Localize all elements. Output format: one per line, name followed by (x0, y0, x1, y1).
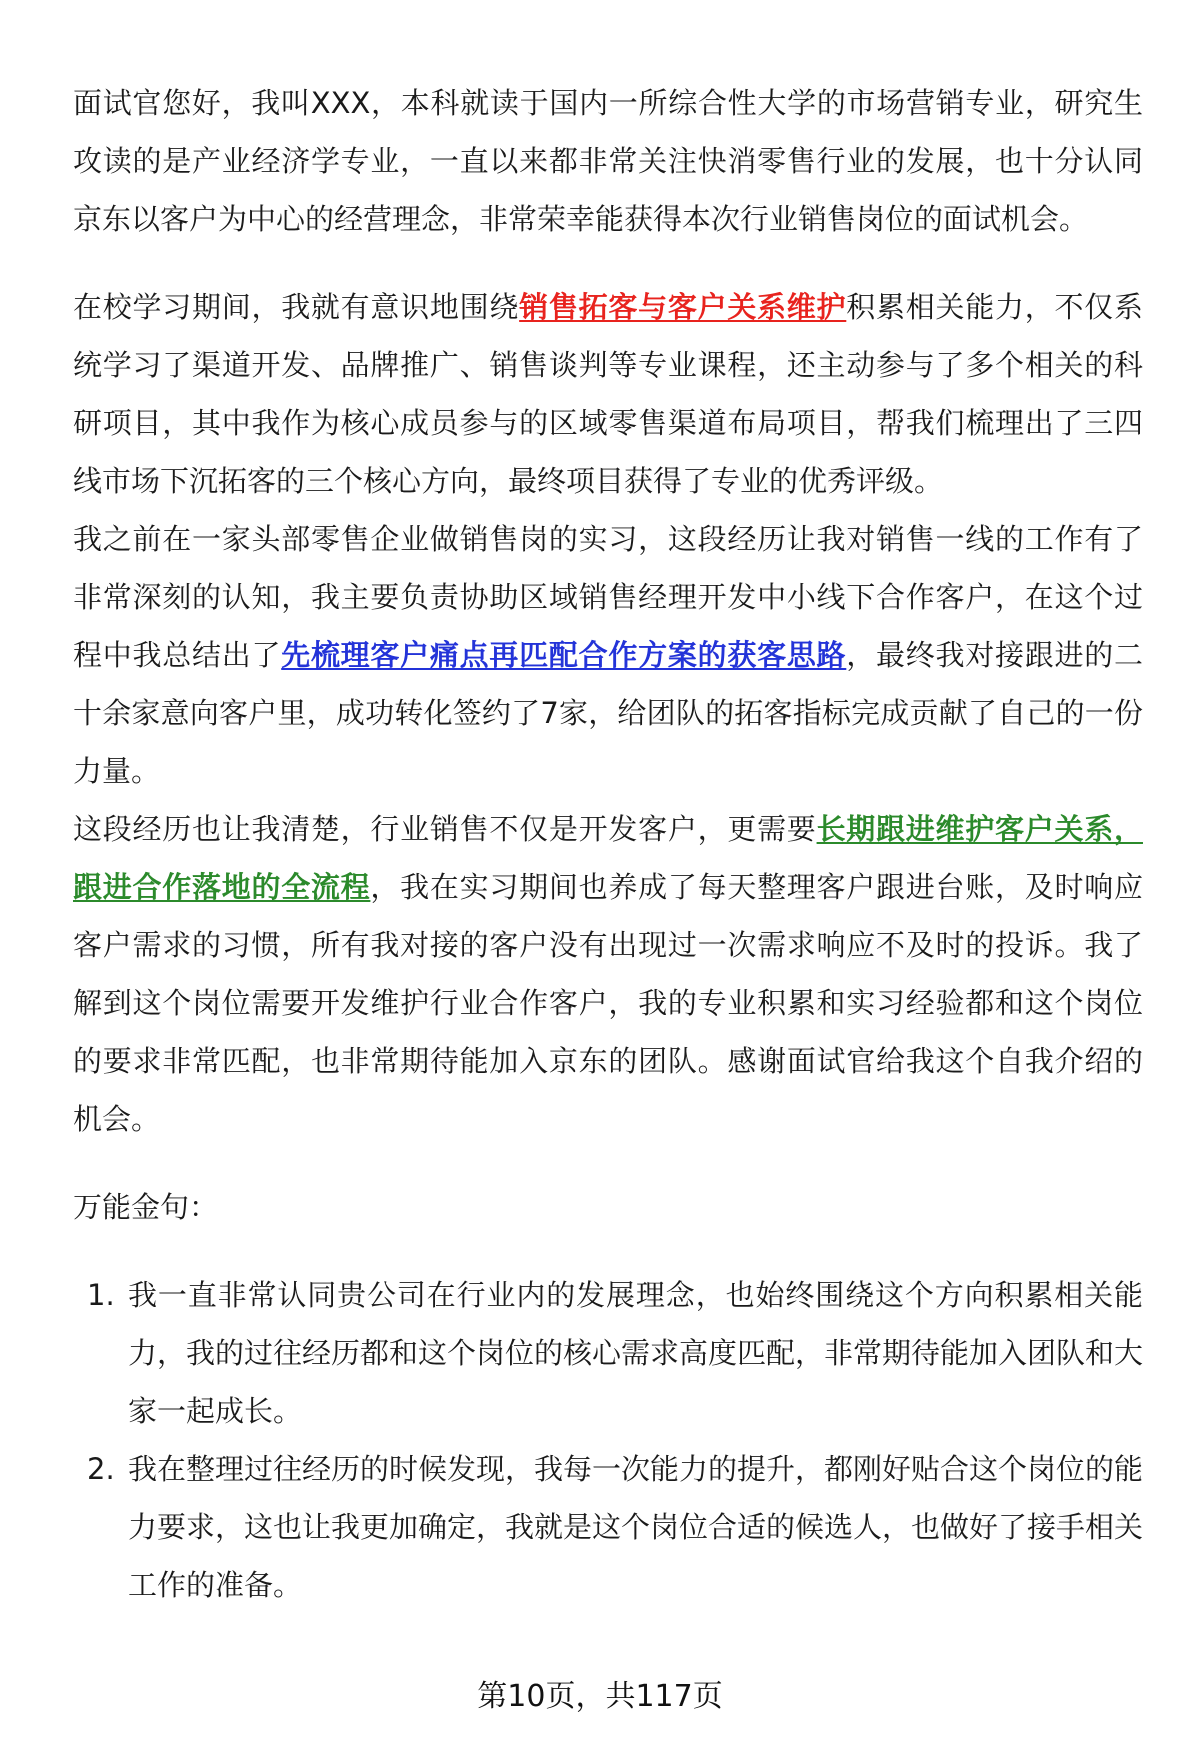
list-item (73, 1440, 1143, 1614)
list-item-text: 我在整理过往经历的时候发现，我每一次能力的提升，都刚好贴合这个岗位的能力要求，这也让我更加确定，我就是这个岗位合适的候选人，也做好了接手相关工作的准备。 (128, 1452, 1144, 1602)
list-item-text: 我一直非常认同贵公司在行业内的发展理念，也始终围绕这个方向积累相关能力，我的过往经历都和这个岗位的核心需求高度匹配，非常期待能加入团队和大家一起成长。 (128, 1278, 1144, 1428)
highlight-relationship-maintenance: 长期跟进维护客户关系，跟进合作落地的全流程 (73, 812, 1143, 904)
internship-text-after: ，最终我对接跟进的二十余家意向客户里，成功转化签约了7家，给团队的拓客指标完成贡献了自己的一份力量。 (73, 638, 1143, 788)
internship-paragraph (73, 510, 1143, 800)
paragraph-gap (73, 1148, 1143, 1178)
closing-paragraph (73, 800, 1143, 1148)
golden-sentences-label: 万能金句： (73, 1190, 219, 1224)
study-paragraph (73, 278, 1143, 510)
closing-text-before: 这段经历也让我清楚，行业销售不仅是开发客户，更需要 (73, 812, 817, 846)
highlight-acquisition-approach: 先梳理客户痛点再匹配合作方案的获客思路 (281, 638, 847, 672)
document-body (73, 74, 1143, 1614)
internship-text-before: 我之前在一家头部零售企业做销售岗的实习，这段经历让我对销售一线的工作有了非常深刻的认知，我主要负责协助区域销售经理开发中小线下合作客户，在这个过程中我总结出了 (73, 522, 1143, 672)
page-number-footer: 第10页，共117页 (477, 1679, 723, 1714)
closing-text-after: ，我在实习期间也养成了每天整理客户跟进台账，及时响应客户需求的习惯，所有我对接的客户没有出现过一次需求响应不及时的投诉。我了解到这个岗位需要开发维护行业合作客户，我的专业积累和实习经验都和这个岗位的要求非常匹配，也非常期待能加入京东的团队。感谢面试官给我这个自我介绍的机会。 (73, 870, 1143, 1136)
intro-paragraph: 面试官您好，我叫XXX，本科就读于国内一所综合性大学的市场营销专业，研究生攻读的是产业经济学专业，一直以来都非常关注快消零售行业的发展，也十分认同京东以客户为中心的经营理念，非常荣幸能获得本次行业销售岗位的面试机会。 (73, 86, 1143, 236)
study-text-after: 积累相关能力，不仅系统学习了渠道开发、品牌推广、销售谈判等专业课程，还主动参与了多个相关的科研项目，其中我作为核心成员参与的区域零售渠道布局项目，帮我们梳理出了三四线市场下沉拓客的三个核心方向，最终项目获得了专业的优秀评级。 (73, 290, 1143, 498)
list-item-number: 1. (87, 1278, 115, 1312)
paragraph-gap (73, 1236, 1143, 1266)
list-item (73, 1266, 1143, 1440)
highlight-sales-skills: 销售拓客与客户关系维护 (519, 290, 847, 324)
study-text-before: 在校学习期间，我就有意识地围绕 (73, 290, 520, 324)
golden-sentences-list (73, 1266, 1143, 1614)
paragraph-gap (73, 248, 1143, 278)
list-item-number: 2. (87, 1452, 115, 1486)
